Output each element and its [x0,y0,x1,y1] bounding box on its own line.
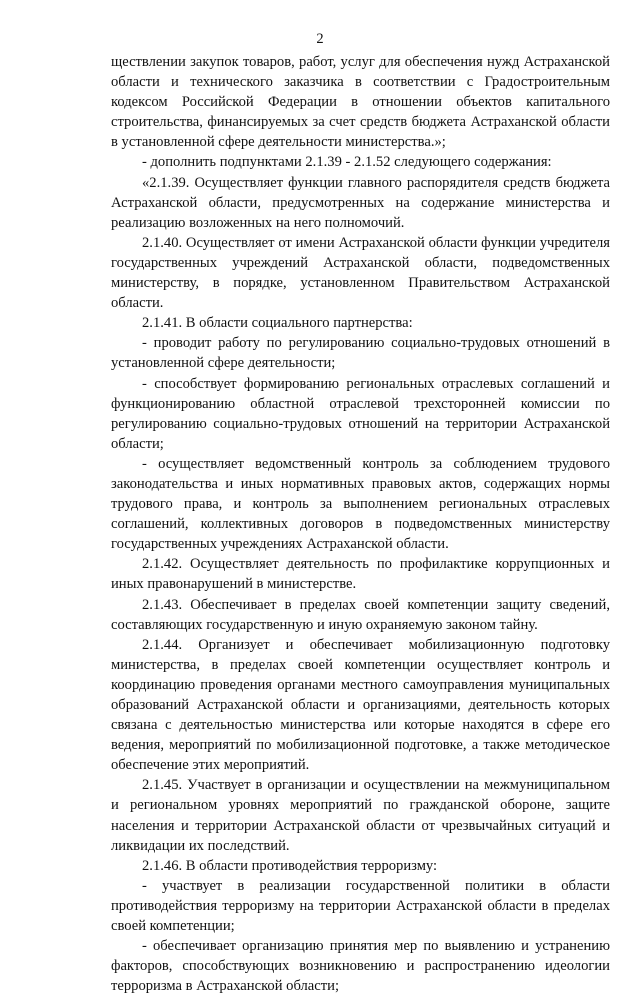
paragraph-amendment-intro: - дополнить подпунктами 2.1.39 - 2.1.52 следующего содержания: [142,154,552,171]
paragraph-2-1-40: 2.1.40. Осуществляет от имени Астраханской области функции учредителя государственных учреждений Астраханской области, подведомственных министерству, в порядке, установленном Правительством Астраханской области. [111,234,610,312]
page-number: 2 [316,31,324,47]
paragraph-2-1-46: 2.1.46. В области противодействия терроризму: [142,857,438,874]
paragraph-2-1-42: 2.1.42. Осуществляет деятельность по профилактике коррупционных и иных правонарушений в министерстве. [111,556,610,593]
paragraph-2-1-41: 2.1.41. В области социального партнерства: [142,315,413,332]
paragraph-2-1-46-item-2: - обеспечивает организацию принятия мер по выявлению и устранению факторов, способствующих возникновению и распространению идеологии терроризма в Астраханской области; [111,938,610,995]
paragraph-2-1-41-item-3: - осуществляет ведомственный контроль за соблюдением трудового законодательства и иных нормативных правовых актов, содержащих нормы трудового права, и контроль за выполнением региональных отраслевых соглашений, коллективных договоров в подведомственных министерству государственных учреждениях Астраханской области. [111,455,610,553]
paragraph-2-1-43: 2.1.43. Обеспечивает в пределах своей компетенции защиту сведений, составляющих государственную и иную охраняемую законом тайну. [111,596,610,633]
document-body [111,52,610,996]
paragraph-2-1-39: «2.1.39. Осуществляет функции главного распорядителя средств бюджета Астраханской области, предусмотренных на содержание министерства и реализацию возложенных на него полномочий. [111,174,610,231]
paragraph-continuation: ществлении закупок товаров, работ, услуг для обеспечения нужд Астраханской области и технического заказчика в соответствии с Градостроительным кодексом Российской Федерации в отношении объектов капитального строительства, финансируемых за счет средств бюджета Астраханской области в установленной сфере деятельности министерства.»; [111,54,610,151]
paragraph-2-1-46-item-1: - участвует в реализации государственной политики в области противодействия терроризму на территории Астраханской области в пределах своей компетенции; [111,877,610,935]
paragraph-2-1-45: 2.1.45. Участвует в организации и осуществлении на межмуниципальном и региональном уровнях мероприятий по гражданской обороне, защите населения и территории Астраханской области от чрезвычайных ситуаций и ликвидации их последствий. [111,777,610,854]
paragraph-2-1-44: 2.1.44. Организует и обеспечивает мобилизационную подготовку министерства, в пределах своей компетенции осуществляет контроль и координацию проведения органами местного самоуправления муниципальных образований Астраханской области и организациями, деятельность которых связана с деятельностью министерства или которые находятся в сфере его ведения, мероприятий по мобилизационной подготовке, а также методическое обеспечение этих мероприятий. [111,636,610,774]
paragraph-2-1-41-item-2: - способствует формированию региональных отраслевых соглашений и функционированию областной отраслевой трехсторонней комиссии по регулированию социально-трудовых отношений на территории Астраханской области; [111,375,610,452]
paragraph-2-1-41-item-1: - проводит работу по регулированию социально-трудовых отношений в установленной сфере деятельности; [111,335,610,372]
